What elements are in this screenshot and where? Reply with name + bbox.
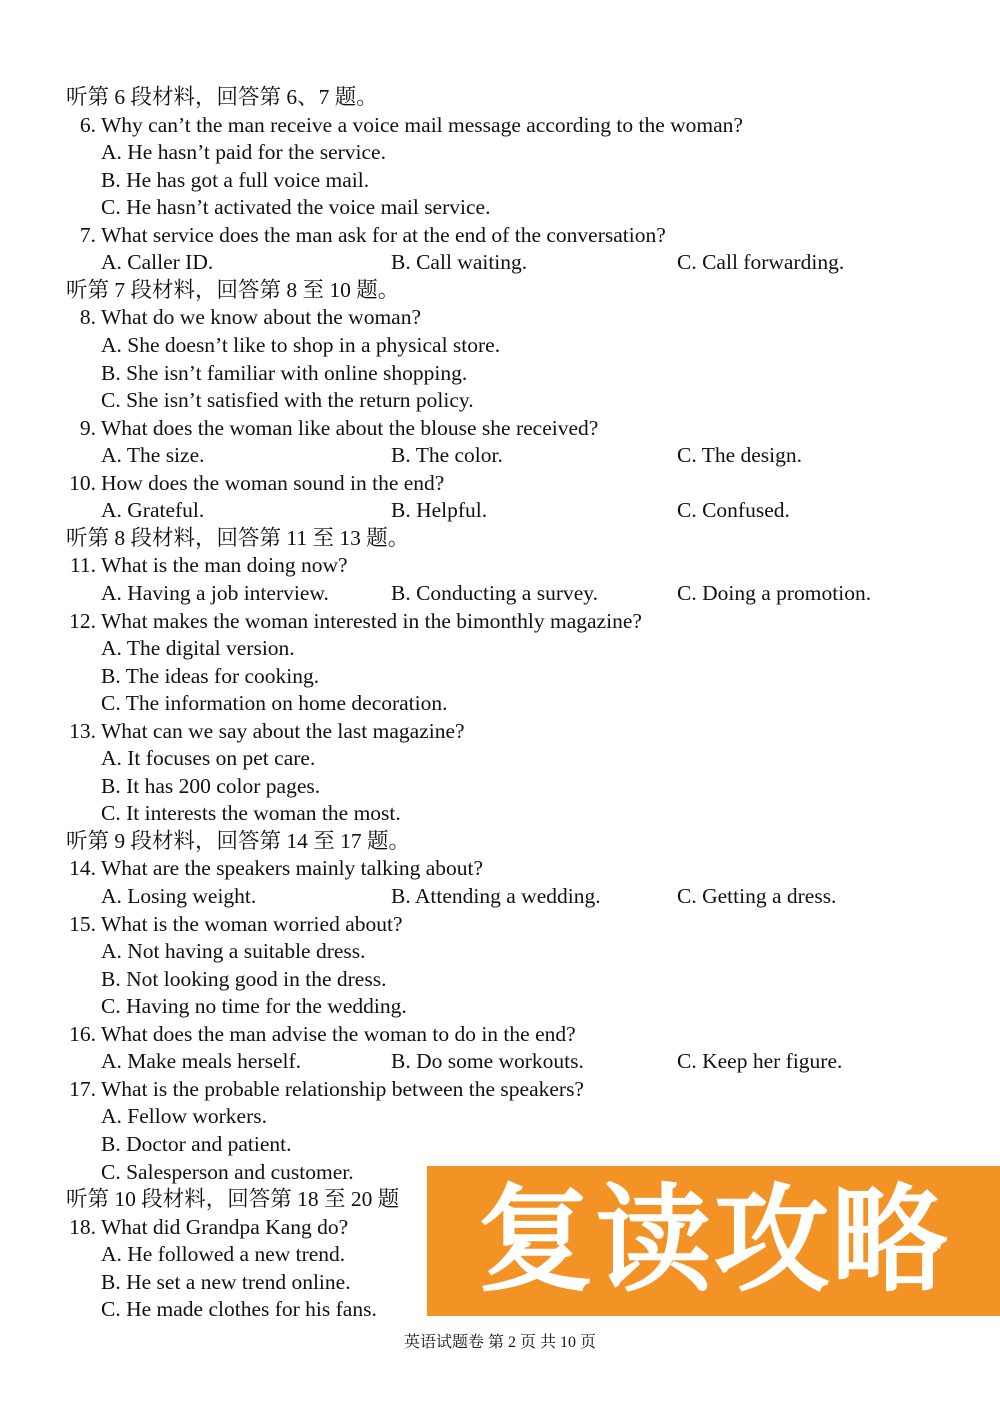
- section-header: 听第 10 段材料，回答第 18 至 20 题: [66, 1187, 400, 1211]
- question-number: 14.: [69, 856, 96, 881]
- answer-option: C. Call forwarding.: [677, 250, 845, 275]
- answer-option: B. The ideas for cooking.: [101, 663, 320, 688]
- answer-option: A. Not having a suitable dress.: [101, 939, 366, 964]
- answer-option: B. The color.: [391, 443, 503, 468]
- answer-option: B. Conducting a survey.: [391, 580, 599, 605]
- answer-option: C. It interests the woman the most.: [101, 801, 401, 826]
- question-number: 16.: [69, 1021, 96, 1046]
- question-text: What can we say about the last magazine?: [101, 718, 465, 743]
- question-text: How does the woman sound in the end?: [101, 470, 445, 495]
- question-number: 15.: [69, 911, 96, 936]
- answer-option: C. She isn’t satisfied with the return policy.: [101, 388, 474, 413]
- question-text: What did Grandpa Kang do?: [101, 1214, 349, 1239]
- answer-option: C. The design.: [677, 443, 803, 468]
- question-text: Why can’t the man receive a voice mail message according to the woman?: [101, 112, 743, 137]
- answer-option: C. Getting a dress.: [677, 884, 837, 908]
- answer-option: B. Doctor and patient.: [101, 1131, 292, 1156]
- section-header: 听第 6 段材料，回答第 6、7 题。: [66, 85, 378, 109]
- question-text: What is the probable relationship between the speakers?: [101, 1076, 584, 1101]
- question-number: 7.: [79, 222, 96, 247]
- answer-option: B. Do some workouts.: [391, 1049, 584, 1074]
- answer-option: C. Salesperson and customer.: [101, 1159, 354, 1184]
- answer-option: C. Confused.: [677, 498, 790, 523]
- answer-option: A. He followed a new trend.: [101, 1242, 346, 1267]
- question-number: 10.: [69, 470, 96, 495]
- question-number: 18.: [69, 1214, 96, 1239]
- section-header: 听第 7 段材料，回答第 8 至 10 题。: [66, 277, 400, 302]
- watermark-text: 复读攻略: [477, 1173, 950, 1308]
- question-text: What service does the man ask for at the end of the conversation?: [101, 222, 666, 247]
- answer-option: B. He has got a full voice mail.: [101, 167, 370, 192]
- answer-option: B. Call waiting.: [391, 250, 528, 275]
- answer-option: B. Attending a wedding.: [391, 884, 601, 908]
- answer-option: C. He hasn’t activated the voice mail service.: [101, 195, 491, 220]
- answer-option: A. Having a job interview.: [101, 580, 329, 605]
- question-number: 8.: [79, 305, 96, 330]
- question-text: What does the man advise the woman to do in the end?: [101, 1021, 576, 1046]
- question-text: What is the man doing now?: [101, 553, 348, 578]
- answer-option: A. Grateful.: [101, 498, 205, 523]
- answer-option: A. It focuses on pet care.: [101, 746, 316, 771]
- answer-option: A. Caller ID.: [101, 250, 214, 275]
- watermark-banner: [427, 1166, 1000, 1316]
- question-number: 17.: [69, 1076, 96, 1101]
- answer-option: C. Keep her figure.: [677, 1049, 843, 1074]
- answer-option: B. She isn’t familiar with online shopping.: [101, 360, 468, 385]
- answer-option: B. He set a new trend online.: [101, 1269, 351, 1294]
- question-number: 11.: [69, 553, 96, 578]
- answer-option: C. Having no time for the wedding.: [101, 994, 407, 1019]
- question-text: What do we know about the woman?: [101, 305, 422, 330]
- answer-option: C. Doing a promotion.: [677, 580, 872, 605]
- question-number: 6.: [79, 112, 96, 137]
- answer-option: B. It has 200 color pages.: [101, 773, 321, 798]
- answer-option: C. He made clothes for his fans.: [101, 1297, 377, 1322]
- answer-option: C. The information on home decoration.: [101, 691, 448, 716]
- section-header: 听第 9 段材料，回答第 14 至 17 题。: [66, 828, 411, 853]
- answer-option: A. Fellow workers.: [101, 1104, 268, 1129]
- answer-option: A. Losing weight.: [101, 884, 257, 908]
- answer-option: A. She doesn’t like to shop in a physical store.: [101, 333, 501, 357]
- answer-option: A. The digital version.: [101, 636, 295, 660]
- question-text: What makes the woman interested in the bimonthly magazine?: [101, 608, 642, 633]
- question-text: What is the woman worried about?: [101, 911, 403, 936]
- section-header: 听第 8 段材料，回答第 11 至 13 题。: [66, 525, 410, 550]
- answer-option: A. Make meals herself.: [101, 1049, 301, 1074]
- question-number: 12.: [69, 608, 96, 633]
- question-number: 9.: [79, 415, 96, 440]
- answer-option: B. Helpful.: [391, 498, 488, 523]
- page-footer: 英语试题卷 第 2 页 共 10 页: [403, 1334, 596, 1351]
- question-text: What are the speakers mainly talking about?: [101, 856, 484, 881]
- answer-option: B. Not looking good in the dress.: [101, 966, 387, 991]
- question-number: 13.: [69, 718, 96, 743]
- answer-option: A. The size.: [101, 443, 205, 468]
- question-text: What does the woman like about the blouse she received?: [101, 415, 599, 440]
- answer-option: A. He hasn’t paid for the service.: [101, 140, 386, 165]
